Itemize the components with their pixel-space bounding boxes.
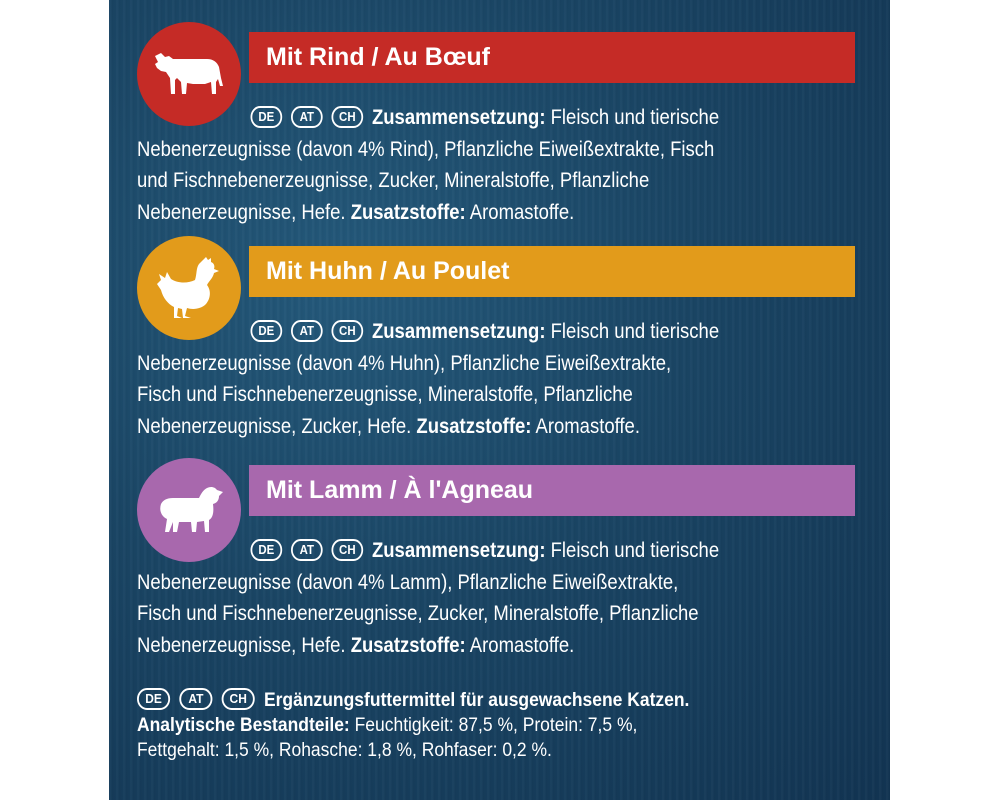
country-badge-at: AT [291, 106, 323, 128]
feed-type-headline: Ergänzungsfuttermittel für ausgewachsene Katzen. [263, 690, 690, 711]
section-title: Mit Huhn / Au Poulet [266, 257, 510, 285]
composition-text-2: Nebenerzeugnisse (davon 4% Lamm), Pflanzliche Eiweißextrakte, [137, 570, 679, 594]
composition-text-1: Fleisch und tierische [550, 539, 720, 562]
additives-text: Aromastoffe. [469, 200, 575, 224]
analytic-text-1: Feuchtigkeit: 87,5 %, Protein: 7,5 %, [354, 715, 638, 736]
country-badge-de: DE [251, 539, 283, 561]
banner-beef [249, 32, 855, 83]
country-badge-de: DE [137, 688, 170, 710]
country-badge-ch: CH [331, 106, 363, 128]
additives-label: Zusatzstoffe: [350, 633, 466, 657]
analytic-block [137, 688, 890, 763]
country-badge-at: AT [291, 539, 323, 561]
additives-text: Aromastoffe. [535, 414, 640, 438]
additives-label: Zusatzstoffe: [350, 200, 466, 224]
composition-text-3: Fisch und Fischnebenerzeugnisse, Zucker, Mineralstoffe, Pflanzliche [137, 602, 699, 625]
composition-text-4: Nebenerzeugnisse, Hefe. [137, 633, 346, 657]
analytic-text-2: Fettgehalt: 1,5 %, Rohasche: 1,8 %, Rohfaser: 0,2 %. [137, 740, 552, 761]
additives-text: Aromastoffe. [469, 633, 575, 657]
composition-label: Zusammensetzung: [371, 106, 546, 129]
composition-lamb [137, 535, 857, 661]
composition-text-2: Nebenerzeugnisse (davon 4% Huhn), Pflanzliche Eiweißextrakte, [137, 351, 672, 375]
country-badge-at: AT [179, 688, 212, 710]
country-badge-de: DE [251, 106, 283, 128]
label-panel [109, 0, 890, 800]
banner-lamb [249, 465, 855, 516]
country-badge-ch: CH [222, 688, 255, 710]
country-badge-at: AT [291, 320, 323, 342]
composition-text-3: Fisch und Fischnebenerzeugnisse, Mineralstoffe, Pflanzliche [137, 383, 633, 406]
composition-chicken [137, 316, 857, 442]
analytic-label: Analytische Bestandteile: [137, 715, 350, 736]
additives-label: Zusatzstoffe: [416, 414, 532, 438]
section-title: Mit Lamm / À l'Agneau [266, 476, 534, 504]
banner-chicken [249, 246, 855, 297]
country-badge-ch: CH [331, 320, 363, 342]
composition-text-1: Fleisch und tierische [550, 106, 720, 129]
composition-text-4: Nebenerzeugnisse, Zucker, Hefe. [137, 414, 412, 438]
composition-text-1: Fleisch und tierische [550, 320, 720, 343]
country-badge-de: DE [251, 320, 283, 342]
composition-text-2: Nebenerzeugnisse (davon 4% Rind), Pflanzliche Eiweißextrakte, Fisch [137, 137, 715, 161]
section-title: Mit Rind / Au Bœuf [266, 43, 491, 71]
composition-text-3: und Fischnebenerzeugnisse, Zucker, Mineralstoffe, Pflanzliche [137, 169, 650, 192]
composition-beef [137, 102, 857, 228]
composition-label: Zusammensetzung: [371, 320, 546, 343]
country-badge-ch: CH [331, 539, 363, 561]
composition-text-4: Nebenerzeugnisse, Hefe. [137, 200, 346, 224]
composition-label: Zusammensetzung: [371, 539, 546, 562]
